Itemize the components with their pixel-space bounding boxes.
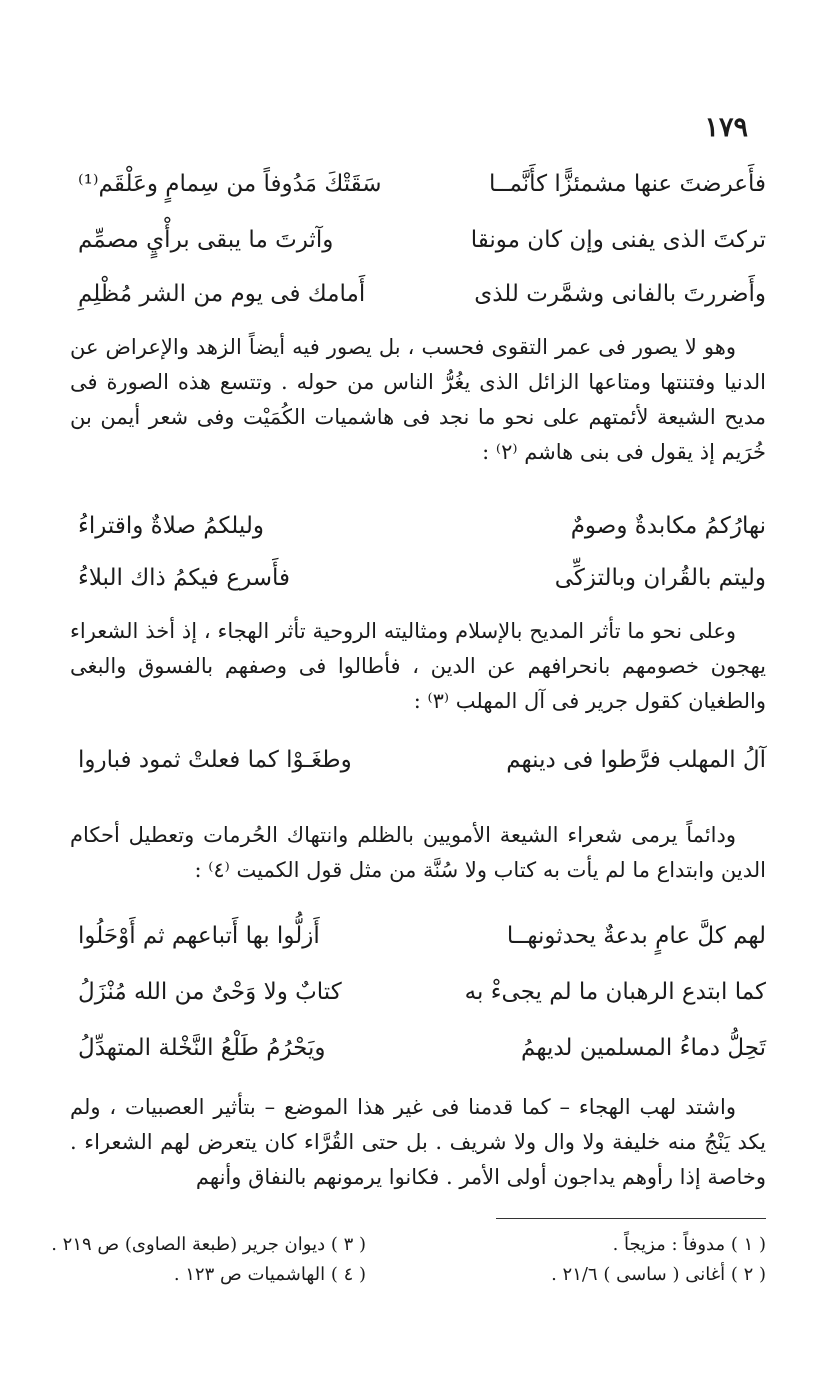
paragraph bbox=[70, 818, 766, 888]
footnote-row bbox=[70, 1260, 766, 1290]
footnote-divider bbox=[496, 1218, 766, 1219]
verse-first-hemistich: تَحِلُّ دماءُ المسلمين لديهمُ bbox=[521, 1035, 766, 1061]
verse-first-hemistich: آلُ المهلب فرَّطوا فى دينهم bbox=[506, 747, 766, 773]
page-number: ١٧٩ bbox=[704, 112, 748, 143]
verse-line bbox=[78, 504, 766, 548]
paragraph bbox=[70, 614, 766, 719]
verse-first-hemistich: تركتَ الذى يفنى وإن كان مونقا bbox=[470, 227, 766, 253]
paragraph-text: واشتد لهب الهجاء – كما قدمنا فى غير هذا الموضع – بتأثير العصبيات ، ولم يكد يَنْجُ منه خليفة ولا وال ولا شريف . بل حتى القُرَّاء كان يتعرض لهم الشعراء . وخاصة إذا رأوهم يداجون أولى الأمر . فكانوا يرمونهم بالنفاق وأنهم bbox=[70, 1095, 766, 1189]
verse-first-hemistich: نهارُكمُ مكابدةٌ وصومٌ bbox=[570, 513, 766, 539]
verse-second-hemistich: كتابٌ ولا وَحْىٌ من الله مُنْزَلُ bbox=[78, 979, 342, 1005]
verse-first-hemistich: وليتم بالقُران وبالتزكِّى bbox=[554, 565, 766, 591]
verse-second-hemistich: وطغَـوْا كما فعلتْ ثمود فباروا bbox=[78, 747, 352, 773]
verse-line bbox=[78, 1026, 766, 1070]
verse-line bbox=[78, 914, 766, 958]
footnote-1: ( ١ ) مدوفاً : مزيجاً . bbox=[612, 1234, 766, 1255]
verse-second-hemistich: سَقَتْكَ مَدُوفاً من سِمامٍ وعَلْقَم⁽¹⁾ bbox=[78, 171, 382, 197]
verse-first-hemistich: وأَضررتَ بالفانى وشمَّرت للذى bbox=[474, 281, 766, 307]
verse-first-hemistich: فأَعرضتَ عنها مشمئزًّا كأَنَّمــا bbox=[488, 171, 766, 197]
verse-line bbox=[78, 162, 766, 206]
verse-first-hemistich: لهم كلَّ عامٍ بدعةٌ يحدثونهــا bbox=[506, 923, 766, 949]
paragraph-text: ودائماً يرمى شعراء الشيعة الأمويين بالظلم وانتهاك الحُرمات وتعطيل أحكام الدين وابتداع ما لم يأت به كتاب ولا سُنَّة من مثل قول الكميت ⁽٤⁾ : bbox=[70, 823, 766, 882]
verse-line bbox=[78, 218, 766, 262]
verse-second-hemistich: أَمامك فى يوم من الشر مُظْلِمِ bbox=[78, 281, 366, 307]
footnotes bbox=[51, 1230, 766, 1290]
footnote-3: ( ٣ ) ديوان جرير (طبعة الصاوى) ص ٢١٩ . bbox=[51, 1234, 366, 1255]
paragraph bbox=[70, 1090, 766, 1195]
verse-line bbox=[78, 272, 766, 316]
verse-second-hemistich: وآثرتَ ما يبقى برأْيٍ مصمِّم bbox=[78, 227, 334, 253]
verse-line bbox=[78, 556, 766, 600]
footnote-2: ( ٢ ) أغانى ( ساسى ) ٢١/٦ . bbox=[551, 1264, 766, 1285]
paragraph-text: وهو لا يصور فى عمر التقوى فحسب ، بل يصور فيه أيضاً الزهد والإعراض عن الدنيا وفتنتها ومتاعها الزائل الذى يغُرُّ الناس من حوله . وتتسع هذه الصورة فى مديح الشيعة لأئمتهم على نحو ما نجد فى هاشميات الكُمَيْت وفى شعر أيمن بن خُرَيم إذ يقول فى بنى هاشم ⁽٢⁾ : bbox=[70, 335, 766, 464]
verse-second-hemistich: أَزلُّوا بها أَتباعهم ثم أَوْحَلُوا bbox=[78, 923, 320, 949]
paragraph bbox=[70, 330, 766, 470]
footnote-4: ( ٤ ) الهاشميات ص ١٢٣ . bbox=[173, 1264, 366, 1285]
verse-second-hemistich: فأَسرع فيكمُ ذاك البلاءُ bbox=[78, 565, 291, 591]
verse-first-hemistich: كما ابتدع الرهبان ما لم يجىءْ به bbox=[464, 979, 766, 1005]
verse-second-hemistich: وليلكمُ صلاةٌ واقتراءُ bbox=[78, 513, 264, 539]
footnote-row bbox=[51, 1230, 766, 1260]
verse-line bbox=[78, 738, 766, 782]
verse-second-hemistich: ويَحْرُمُ طَلْعُ النَّخْلة المتهدِّلُ bbox=[78, 1035, 326, 1061]
paragraph-text: وعلى نحو ما تأثر المديح بالإسلام ومثاليته الروحية تأثر الهجاء ، إذ أخذ الشعراء يهجون خصومهم بانحرافهم عن الدين ، فأطالوا فى وصفهم بالفسوق والبغى والطغيان كقول جرير فى آل المهلب ⁽٣⁾ : bbox=[70, 619, 766, 713]
verse-line bbox=[78, 970, 766, 1014]
